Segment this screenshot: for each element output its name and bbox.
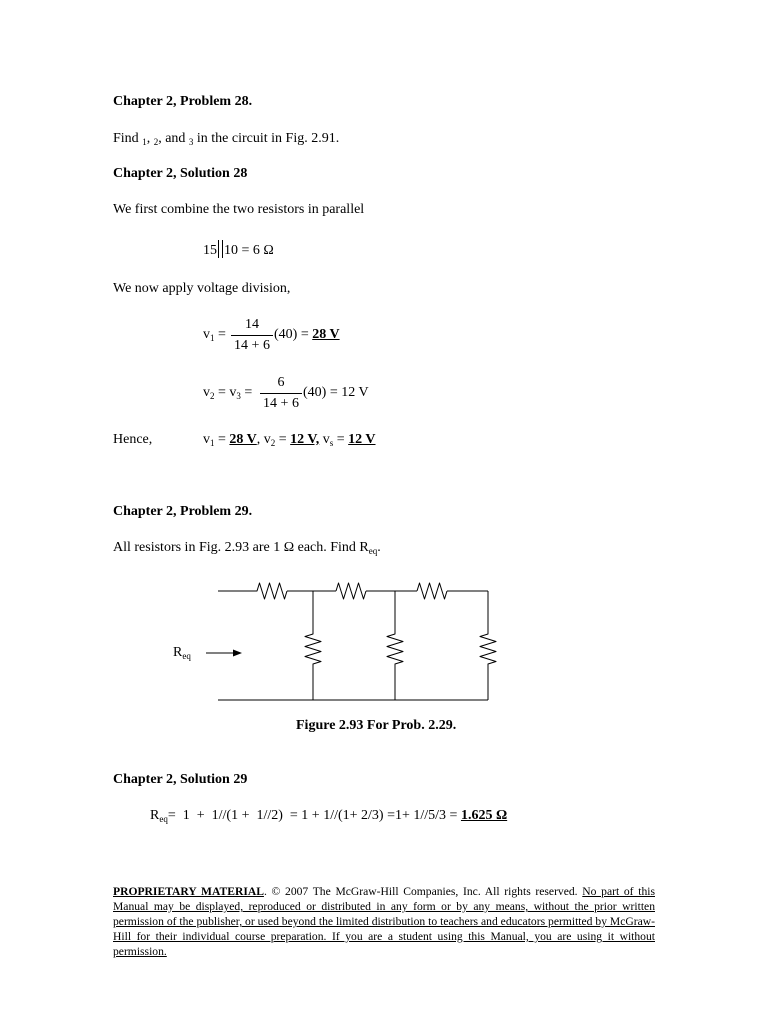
problem-29-heading: Chapter 2, Problem 29. xyxy=(113,504,253,519)
proprietary-notice xyxy=(113,884,655,959)
proprietary-label: PROPRIETARY MATERIAL xyxy=(113,885,264,898)
solution-28-intro: We first combine the two resistors in parallel xyxy=(113,202,365,217)
subscript: 1 xyxy=(210,333,215,343)
equals: = xyxy=(275,432,291,447)
problem-28-statement xyxy=(113,131,339,147)
parallel-symbol xyxy=(218,240,223,258)
subscript: 1 xyxy=(210,438,215,448)
eq1-rhs xyxy=(274,327,340,343)
fraction-bar xyxy=(231,335,273,336)
denominator: 14 + 6 xyxy=(263,396,299,411)
series-resistor-3 xyxy=(417,583,447,599)
numerator: 14 xyxy=(245,317,259,332)
figure-caption: Figure 2.93 For Prob. 2.29. xyxy=(296,718,457,733)
equals: = xyxy=(214,432,230,447)
expression: = 1 + 1//(1 + 1//2) = 1 + 1//(1+ 2/3) =1+ 1//5/3 = xyxy=(167,808,461,823)
r-symbol: R xyxy=(173,645,183,660)
denominator: 14 + 6 xyxy=(234,338,270,353)
hence-label: Hence, xyxy=(113,432,153,447)
multiplier: (40) = xyxy=(303,385,342,400)
solution-29-result: 1.625 Ω xyxy=(460,808,508,823)
eq1-result: 28 V xyxy=(312,327,340,342)
parallel-equation xyxy=(203,240,274,259)
statement-text: All resistors in Fig. 2.93 are 1 Ω each. Find R xyxy=(113,540,369,555)
equals: = xyxy=(333,432,349,447)
equals: = xyxy=(240,385,253,400)
shunt-resistor-2 xyxy=(387,591,403,700)
v1-subscript: 1 xyxy=(142,137,147,147)
period: . xyxy=(377,540,381,555)
subscript: 2 xyxy=(270,438,276,448)
permission-notice: No part of this Manual may be displayed, reproduced or distributed in any form or by any means, without the prior written permission of the publisher, or used beyond the limited distribution to teachers and educators permitted by McGraw-Hill for their individual course preparation. If you are a student using this Manual, you are using it without permission. xyxy=(113,885,655,958)
equals-v: = v xyxy=(214,385,237,400)
eq2-fraction xyxy=(260,375,302,412)
v-symbol: v xyxy=(203,385,210,400)
parallel-left-value: 15 xyxy=(203,243,217,258)
r-symbol: R xyxy=(150,808,160,823)
solution-29-heading: Chapter 2, Solution 29 xyxy=(113,772,248,787)
equals: = xyxy=(214,327,226,342)
separator: , v xyxy=(256,432,271,447)
eq2-lhs xyxy=(203,385,252,401)
series-resistor-2 xyxy=(336,583,366,599)
subscript: 2 xyxy=(210,391,215,401)
v2-value: 12 V, xyxy=(290,432,320,447)
series-resistor-1 xyxy=(218,583,287,599)
parallel-right-value: 10 = 6 Ω xyxy=(224,243,274,258)
req-label xyxy=(173,645,191,661)
solution-28-heading: Chapter 2, Solution 28 xyxy=(113,166,248,181)
eq2-result: 12 V xyxy=(341,385,369,400)
numerator: 6 xyxy=(277,375,285,390)
copyright-text: . © 2007 The McGraw-Hill Companies, Inc. All rights reserved. xyxy=(263,885,583,898)
arrow-head xyxy=(233,650,242,657)
hence-results xyxy=(203,432,376,448)
subscript: eq xyxy=(159,814,168,824)
v-symbol: v xyxy=(203,432,210,447)
subscript: eq xyxy=(368,546,378,556)
shunt-resistor-1 xyxy=(305,591,321,700)
problem-29-statement xyxy=(113,540,381,556)
v2-subscript: 2 xyxy=(153,137,159,147)
v1-value: 28 V xyxy=(229,432,257,447)
multiplier: (40) = xyxy=(274,327,313,342)
fraction-bar xyxy=(260,393,302,394)
separator: , and xyxy=(158,131,189,146)
v3-subscript: 3 xyxy=(188,137,194,147)
solution-29-equation xyxy=(150,808,507,824)
find-suffix: in the circuit in Fig. 2.91. xyxy=(193,131,340,146)
separator: v xyxy=(319,432,330,447)
separator: , xyxy=(146,131,154,146)
subscript: s xyxy=(329,438,334,448)
eq1-lhs xyxy=(203,327,226,343)
problem-28-heading: Chapter 2, Problem 28. xyxy=(113,94,253,109)
eq1-fraction xyxy=(231,317,273,354)
vs-value: 12 V xyxy=(348,432,376,447)
eq2-rhs xyxy=(303,385,369,401)
voltage-division-text: We now apply voltage division, xyxy=(113,281,291,296)
subscript: eq xyxy=(182,651,191,661)
shunt-resistor-3 xyxy=(480,591,496,700)
subscript: 3 xyxy=(236,391,241,401)
find-prefix: Find xyxy=(113,131,143,146)
v-symbol: v xyxy=(203,327,210,342)
